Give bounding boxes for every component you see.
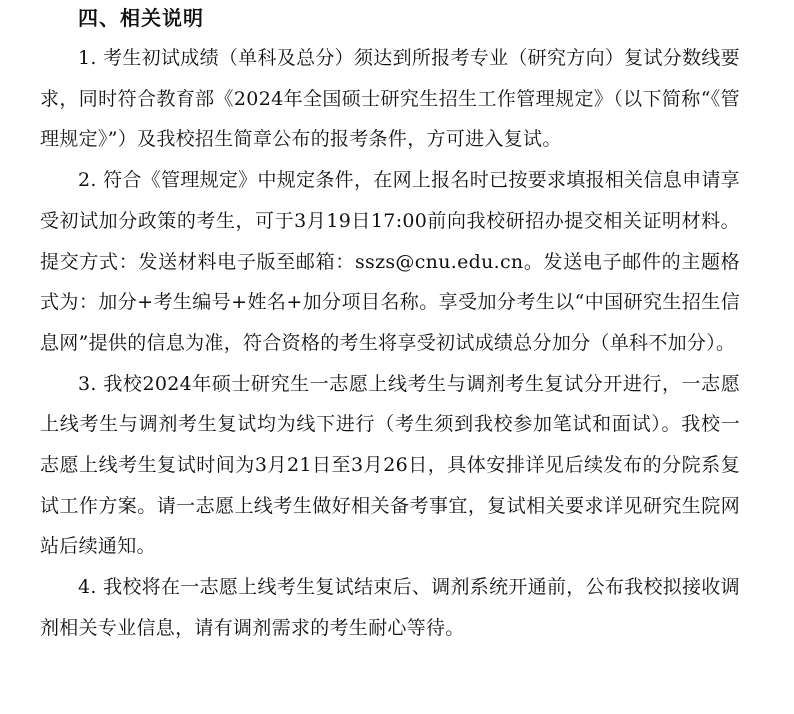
section-heading: 四、相关说明: [78, 6, 204, 30]
paragraph-1: 1. 考生初试成绩（单科及总分）须达到所报考专业（研究方向）复试分数线要求，同时符合教育部《2024年全国硕士研究生招生工作管理规定》（以下简称“《管理规定》”）及我校招生简章公布的报考条件，方可进入复试。: [40, 47, 740, 151]
document-body: [40, 0, 740, 649]
paragraph-3: 3. 我校2024年硕士研究生一志愿上线考生与调剂考生复试分开进行，一志愿上线考生与调剂考生复试均为线下进行（考生须到我校参加笔试和面试）。我校一志愿上线考生复试时间为3月21日至3月26日，具体安排详见后续发布的分院系复试工作方案。请一志愿上线考生做好相关备考事宜，复试相关要求详见研究生院网站后续通知。: [40, 372, 740, 558]
paragraph-4: 4. 我校将在一志愿上线考生复试结束后、调剂系统开通前，公布我校拟接收调剂相关专业信息，请有调剂需求的考生耐心等待。: [40, 576, 740, 639]
paragraph-2: 2. 符合《管理规定》中规定条件，在网上报名时已按要求填报相关信息申请享受初试加分政策的考生，可于3月19日17:00前向我校研招办提交相关证明材料。提交方式：发送材料电子版至邮箱：sszs@cnu.edu.cn。发送电子邮件的主题格式为：加分+考生编号+姓名+加分项目名称。享受加分考生以“中国研究生招生信息网”提供的信息为准，符合资格的考生将享受初试成绩总分加分（单科不加分）。: [40, 169, 740, 354]
